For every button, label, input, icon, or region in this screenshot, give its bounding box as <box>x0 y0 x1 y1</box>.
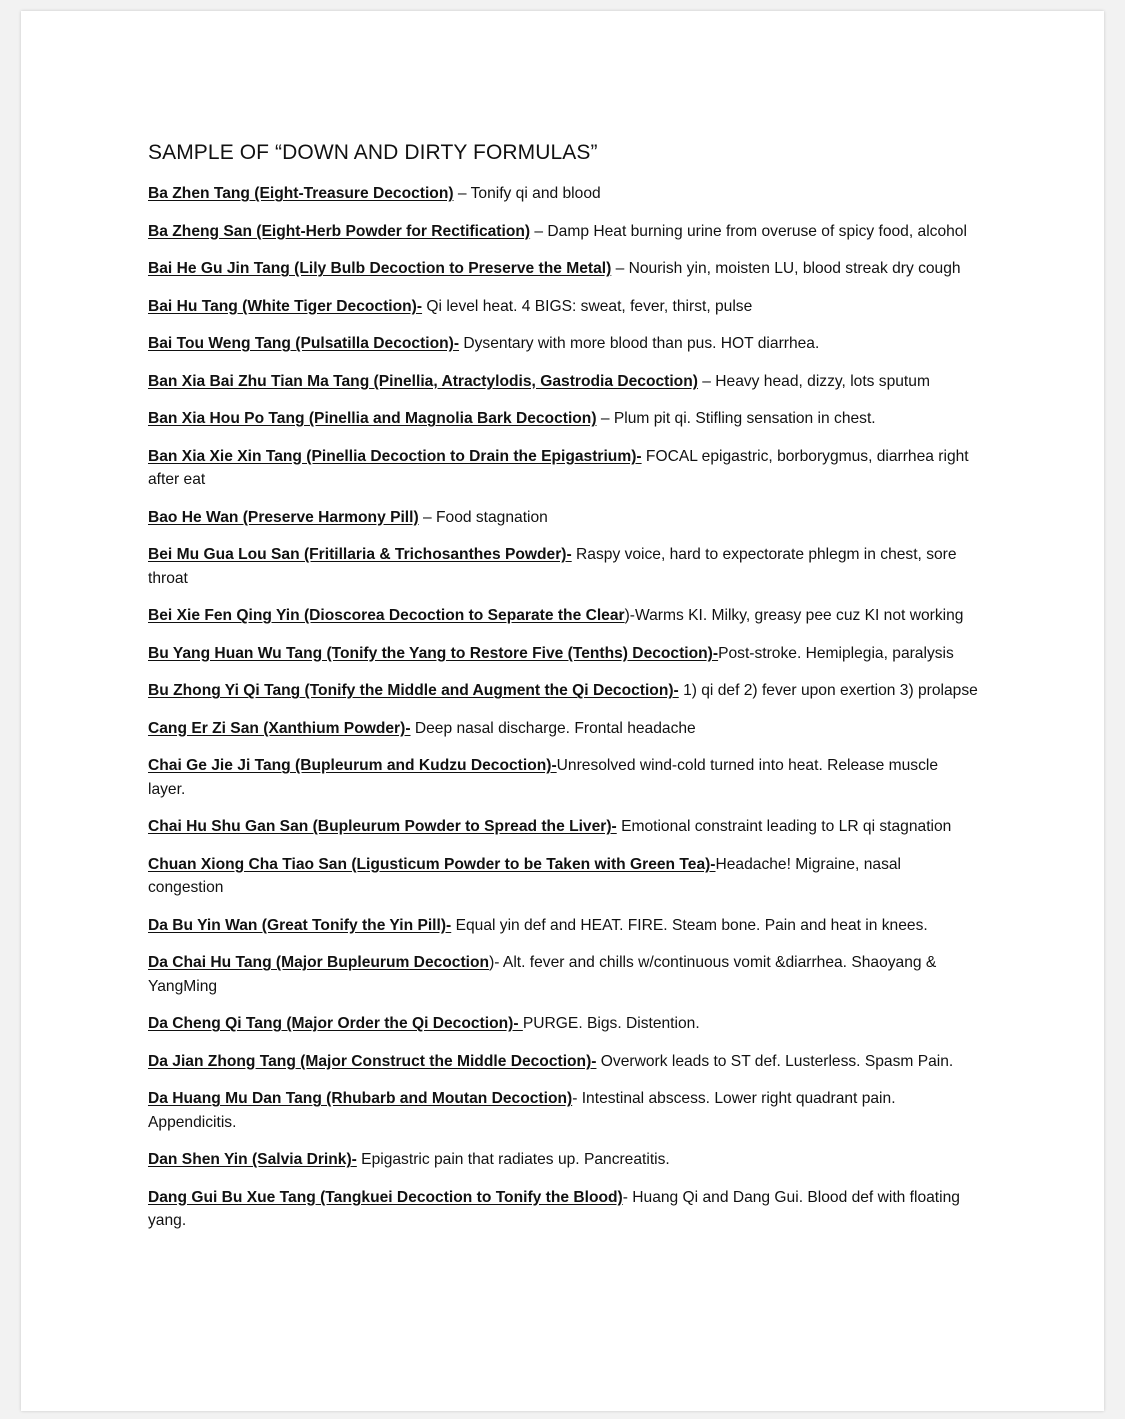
formula-name: Bu Yang Huan Wu Tang (Tonify the Yang to Restore Five (Tenths) Decoction)- <box>148 644 719 662</box>
formula-entry <box>148 220 978 244</box>
formula-name: Bai Tou Weng Tang (Pulsatilla Decoction)- <box>148 335 460 352</box>
formula-description: – Nourish yin, moisten LU, blood streak dry cough <box>611 260 961 277</box>
formula-description: Dysentary with more blood than pus. HOT diarrhea. <box>459 335 820 352</box>
formula-description: )-Warms KI. Milky, greasy pee cuz KI not working <box>624 607 964 624</box>
formula-entry <box>148 853 978 900</box>
formula-description: Epigastric pain that radiates up. Pancreatitis. <box>356 1151 670 1168</box>
formula-entry <box>148 1148 978 1172</box>
formula-description: – Food stagnation <box>418 508 548 526</box>
formula-name: Bao He Wan (Preserve Harmony Pill) <box>148 508 419 526</box>
formula-description: - Huang Qi and Dang Gui. Blood def with floating yang. <box>148 1188 960 1229</box>
formula-entry <box>148 295 978 319</box>
formula-name: Cang Er Zi San (Xanthium Powder)- <box>148 719 411 737</box>
formula-description: Emotional constraint leading to LR qi stagnation <box>616 818 952 835</box>
formula-name: Da Cheng Qi Tang (Major Order the Qi Decoction)- <box>148 1015 523 1032</box>
formula-entry <box>148 370 978 394</box>
formula-name: Chai Hu Shu Gan San (Bupleurum Powder to Spread the Liver)- <box>148 818 617 835</box>
formula-entry <box>148 717 978 741</box>
page-title: SAMPLE OF “DOWN AND DIRTY FORMULAS” <box>148 141 598 164</box>
formula-name: Ban Xia Xie Xin Tang (Pinellia Decoction to Drain the Epigastrium)- <box>148 447 642 465</box>
formula-list <box>148 182 978 1233</box>
formula-name: Chai Ge Jie Ji Tang (Bupleurum and Kudzu Decoction)- <box>148 757 557 774</box>
formula-description: Equal yin def and HEAT. FIRE. Steam bone. Pain and heat in knees. <box>451 916 928 934</box>
formula-name: Dan Shen Yin (Salvia Drink)- <box>148 1151 357 1168</box>
formula-description: PURGE. Bigs. Distention. <box>522 1015 700 1032</box>
formula-entry <box>148 407 978 431</box>
formula-entry <box>148 1050 978 1074</box>
formula-description: 1) qi def 2) fever upon exertion 3) prolapse <box>678 682 978 699</box>
formula-entry <box>148 951 978 998</box>
formula-description: - Intestinal abscess. Lower right quadrant pain. Appendicitis. <box>148 1090 896 1131</box>
formula-entry <box>148 604 978 628</box>
formula-name: Ba Zheng San (Eight-Herb Powder for Rectification) <box>148 222 531 240</box>
formula-entry <box>148 754 978 801</box>
formula-name: Da Bu Yin Wan (Great Tonify the Yin Pill)- <box>148 916 452 934</box>
formula-name: Bei Mu Gua Lou San (Fritillaria & Trichosanthes Powder)- <box>148 546 572 563</box>
formula-description: Qi level heat. 4 BIGS: sweat, fever, thirst, pulse <box>422 297 753 315</box>
formula-name: Ban Xia Hou Po Tang (Pinellia and Magnolia Bark Decoction) <box>148 410 597 427</box>
formula-name: Bai He Gu Jin Tang (Lily Bulb Decoction to Preserve the Metal) <box>148 260 612 277</box>
formula-description: – Damp Heat burning urine from overuse of spicy food, alcohol <box>530 222 967 240</box>
formula-description: )- Alt. fever and chills w/continuous vomit &diarrhea. Shaoyang & YangMing <box>148 954 937 995</box>
formula-description: Deep nasal discharge. Frontal headache <box>410 719 696 737</box>
formula-name: Dang Gui Bu Xue Tang (Tangkuei Decoction to Tonify the Blood) <box>148 1188 623 1206</box>
formula-name: Ba Zhen Tang (Eight-Treasure Decoction) <box>148 185 454 202</box>
formula-name: Bai Hu Tang (White Tiger Decoction)- <box>148 297 423 315</box>
formula-entry <box>148 1087 978 1134</box>
formula-entry <box>148 914 978 938</box>
formula-entry <box>148 1186 978 1233</box>
formula-name: Da Jian Zhong Tang (Major Construct the Middle Decoction)- <box>148 1052 597 1070</box>
formula-entry <box>148 506 978 530</box>
formula-entry <box>148 642 978 666</box>
formula-name: Da Huang Mu Dan Tang (Rhubarb and Moutan Decoction) <box>148 1090 573 1107</box>
formula-description: FOCAL epigastric, borborygmus, diarrhea right after eat <box>148 447 969 488</box>
formula-entry <box>148 679 978 703</box>
formula-name: Chuan Xiong Cha Tiao San (Ligusticum Powder to be Taken with Green Tea)- <box>148 855 716 873</box>
formula-name: Bei Xie Fen Qing Yin (Dioscorea Decoction to Separate the Clear <box>148 607 625 624</box>
formula-entry <box>148 257 978 281</box>
formula-description: Headache! Migraine, nasal congestion <box>148 855 902 896</box>
formula-entry <box>148 445 978 492</box>
formula-entry <box>148 815 978 839</box>
formula-description: Post-stroke. Hemiplegia, paralysis <box>718 644 954 662</box>
formula-entry <box>148 182 978 206</box>
formula-name: Bu Zhong Yi Qi Tang (Tonify the Middle and Augment the Qi Decoction)- <box>148 682 679 699</box>
formula-description: Raspy voice, hard to expectorate phlegm in chest, sore throat <box>148 546 957 587</box>
document-page <box>21 11 1104 1411</box>
formula-entry <box>148 543 978 590</box>
formula-description: Overwork leads to ST def. Lusterless. Spasm Pain. <box>596 1052 954 1070</box>
formula-name: Ban Xia Bai Zhu Tian Ma Tang (Pinellia, Atractylodis, Gastrodia Decoction) <box>148 372 698 390</box>
formula-entry <box>148 1012 978 1036</box>
formula-description: – Heavy head, dizzy, lots sputum <box>697 372 930 390</box>
formula-description: – Plum pit qi. Stifling sensation in chest. <box>596 410 876 427</box>
formula-description: Unresolved wind-cold turned into heat. Release muscle layer. <box>148 757 939 798</box>
formula-name: Da Chai Hu Tang (Major Bupleurum Decoction <box>148 954 490 971</box>
formula-description: – Tonify qi and blood <box>453 185 601 202</box>
document-body <box>148 141 978 1247</box>
formula-entry <box>148 332 978 356</box>
